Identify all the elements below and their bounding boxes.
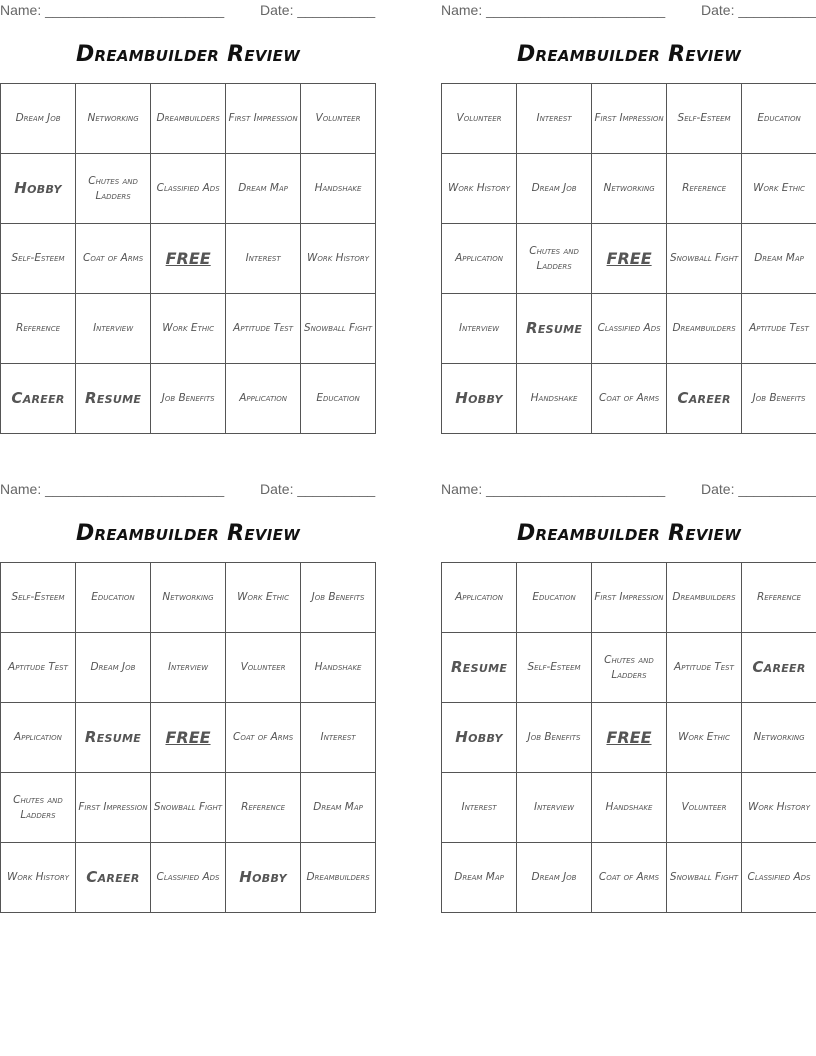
bingo-cell: Volunteer	[226, 633, 301, 703]
bingo-cell: Job Benefits	[742, 364, 816, 434]
bingo-cell: Work History	[741, 773, 816, 843]
bingo-cell: Hobby	[1, 154, 76, 224]
bingo-cell: Interview	[76, 294, 151, 364]
bingo-cell: Volunteer	[301, 84, 376, 154]
bingo-cell: Interest	[226, 224, 301, 294]
bingo-cell: Application	[442, 224, 517, 294]
name-field: Name: _______________________	[0, 2, 225, 18]
bingo-row	[442, 294, 816, 364]
bingo-row	[1, 154, 376, 224]
name-field: Name: _______________________	[441, 481, 666, 497]
bingo-cell: Reference	[1, 294, 76, 364]
bingo-card	[441, 0, 816, 407]
bingo-cell: Work History	[1, 843, 76, 913]
bingo-cell: Interest	[442, 773, 517, 843]
bingo-cell: First Impression	[75, 773, 150, 843]
bingo-row	[442, 633, 816, 703]
bingo-cell: Networking	[76, 84, 151, 154]
bingo-cell: Self-Esteem	[1, 224, 76, 294]
bingo-row	[1, 703, 376, 773]
bingo-grid	[0, 83, 376, 434]
free-space: FREE	[151, 224, 226, 294]
bingo-cell: Career	[1, 364, 76, 434]
bingo-cell: Dream Map	[442, 843, 517, 913]
bingo-cell: Dream Job	[75, 633, 150, 703]
bingo-cell: Classified Ads	[150, 843, 225, 913]
bingo-cell: Hobby	[226, 843, 301, 913]
name-field: Name: _______________________	[441, 2, 666, 18]
bingo-row	[1, 364, 376, 434]
bingo-cell: Snowball Fight	[150, 773, 225, 843]
bingo-cell: Education	[301, 364, 376, 434]
bingo-cell: Coat of Arms	[591, 843, 666, 913]
bingo-cell: First Impression	[591, 563, 666, 633]
bingo-cell: Reference	[667, 154, 742, 224]
bingo-cell: Chutes and Ladders	[591, 633, 666, 703]
bingo-row	[442, 224, 816, 294]
bingo-cell: Handshake	[301, 154, 376, 224]
bingo-cell: Chutes and Ladders	[517, 224, 592, 294]
bingo-cell: Aptitude Test	[1, 633, 76, 703]
bingo-cell: Education	[75, 563, 150, 633]
bingo-cell: Self-Esteem	[1, 563, 76, 633]
bingo-cell: Job Benefits	[151, 364, 226, 434]
bingo-card	[0, 0, 376, 407]
bingo-row	[442, 154, 816, 224]
bingo-row	[1, 773, 376, 843]
bingo-cell: First Impression	[226, 84, 301, 154]
bingo-row	[1, 843, 376, 913]
bingo-cell: Aptitude Test	[742, 294, 816, 364]
bingo-cell: Dreambuilders	[667, 294, 742, 364]
name-date-row	[441, 0, 816, 20]
bingo-cell: Snowball Fight	[301, 294, 376, 364]
bingo-cell: Dream Job	[517, 843, 592, 913]
bingo-cell: Interest	[301, 703, 376, 773]
bingo-cell: Career	[741, 633, 816, 703]
bingo-cell: Work History	[442, 154, 517, 224]
bingo-cell: Coat of Arms	[76, 224, 151, 294]
name-date-row	[0, 479, 376, 499]
bingo-row	[442, 84, 816, 154]
bingo-cell: Dreambuilders	[667, 563, 742, 633]
bingo-row	[1, 633, 376, 703]
bingo-grid	[441, 562, 816, 913]
bingo-card	[0, 479, 376, 886]
bingo-cell: Aptitude Test	[667, 633, 742, 703]
bingo-row	[1, 563, 376, 633]
free-space: FREE	[150, 703, 225, 773]
bingo-cell: Dreambuilders	[151, 84, 226, 154]
bingo-cell: Chutes and Ladders	[1, 773, 76, 843]
bingo-cell: Handshake	[591, 773, 666, 843]
bingo-cell: Classified Ads	[592, 294, 667, 364]
bingo-cell: Self-Esteem	[667, 84, 742, 154]
bingo-cell: Application	[226, 364, 301, 434]
bingo-row	[1, 224, 376, 294]
bingo-cell: Hobby	[442, 703, 517, 773]
bingo-cell: Coat of Arms	[592, 364, 667, 434]
bingo-cell: Networking	[741, 703, 816, 773]
date-field: Date: __________	[260, 2, 376, 18]
bingo-cell: Job Benefits	[301, 563, 376, 633]
bingo-cell: Snowball Fight	[667, 843, 742, 913]
bingo-cell: Application	[442, 563, 517, 633]
bingo-cell: Resume	[442, 633, 517, 703]
bingo-cell: Career	[75, 843, 150, 913]
card-title: Dreambuilder Review	[516, 42, 742, 67]
bingo-cell: Interest	[517, 84, 592, 154]
bingo-cell: Work Ethic	[667, 703, 742, 773]
bingo-cell: Coat of Arms	[226, 703, 301, 773]
bingo-cell: Handshake	[517, 364, 592, 434]
bingo-cell: Aptitude Test	[226, 294, 301, 364]
bingo-grid	[0, 562, 376, 913]
bingo-cell: Interview	[150, 633, 225, 703]
bingo-row	[442, 843, 816, 913]
bingo-cell: Work Ethic	[742, 154, 816, 224]
bingo-cell: Job Benefits	[517, 703, 592, 773]
bingo-cell: Resume	[76, 364, 151, 434]
bingo-cell: Classified Ads	[741, 843, 816, 913]
bingo-cell: Self-Esteem	[517, 633, 592, 703]
bingo-cell: Classified Ads	[151, 154, 226, 224]
name-field: Name: _______________________	[0, 481, 225, 497]
bingo-cell: Work Ethic	[226, 563, 301, 633]
bingo-row	[442, 703, 816, 773]
bingo-cell: Work Ethic	[151, 294, 226, 364]
bingo-cell: Chutes and Ladders	[76, 154, 151, 224]
name-date-row	[0, 0, 376, 20]
bingo-cell: Dream Job	[1, 84, 76, 154]
bingo-cell: Resume	[75, 703, 150, 773]
bingo-cell: Reference	[226, 773, 301, 843]
card-title: Dreambuilder Review	[516, 521, 742, 546]
bingo-cell: Handshake	[301, 633, 376, 703]
card-title: Dreambuilder Review	[75, 42, 301, 67]
date-field: Date: __________	[260, 481, 376, 497]
bingo-cell: Dreambuilders	[301, 843, 376, 913]
name-date-row	[441, 479, 816, 499]
bingo-cell: Application	[1, 703, 76, 773]
bingo-cell: Volunteer	[667, 773, 742, 843]
bingo-cell: Education	[742, 84, 816, 154]
bingo-cell: Networking	[592, 154, 667, 224]
bingo-row	[1, 84, 376, 154]
bingo-cell: Dream Job	[517, 154, 592, 224]
bingo-cell: Reference	[741, 563, 816, 633]
bingo-row	[1, 294, 376, 364]
bingo-cell: Interview	[517, 773, 592, 843]
bingo-card	[441, 479, 816, 883]
bingo-cell: First Impression	[592, 84, 667, 154]
bingo-cell: Volunteer	[442, 84, 517, 154]
card-title: Dreambuilder Review	[75, 521, 301, 546]
bingo-cell: Networking	[150, 563, 225, 633]
bingo-grid	[441, 83, 816, 434]
free-space: FREE	[592, 224, 667, 294]
bingo-cell: Dream Map	[301, 773, 376, 843]
bingo-cell: Dream Map	[226, 154, 301, 224]
bingo-row	[442, 563, 816, 633]
bingo-cell: Hobby	[442, 364, 517, 434]
bingo-cell: Snowball Fight	[667, 224, 742, 294]
bingo-cell: Interview	[442, 294, 517, 364]
bingo-cell: Resume	[517, 294, 592, 364]
bingo-cell: Career	[667, 364, 742, 434]
date-field: Date: __________	[701, 481, 816, 497]
bingo-cell: Education	[517, 563, 592, 633]
date-field: Date: __________	[701, 2, 816, 18]
free-space: FREE	[591, 703, 666, 773]
bingo-cell: Dream Map	[742, 224, 816, 294]
bingo-row	[442, 364, 816, 434]
bingo-cell: Work History	[301, 224, 376, 294]
bingo-row	[442, 773, 816, 843]
